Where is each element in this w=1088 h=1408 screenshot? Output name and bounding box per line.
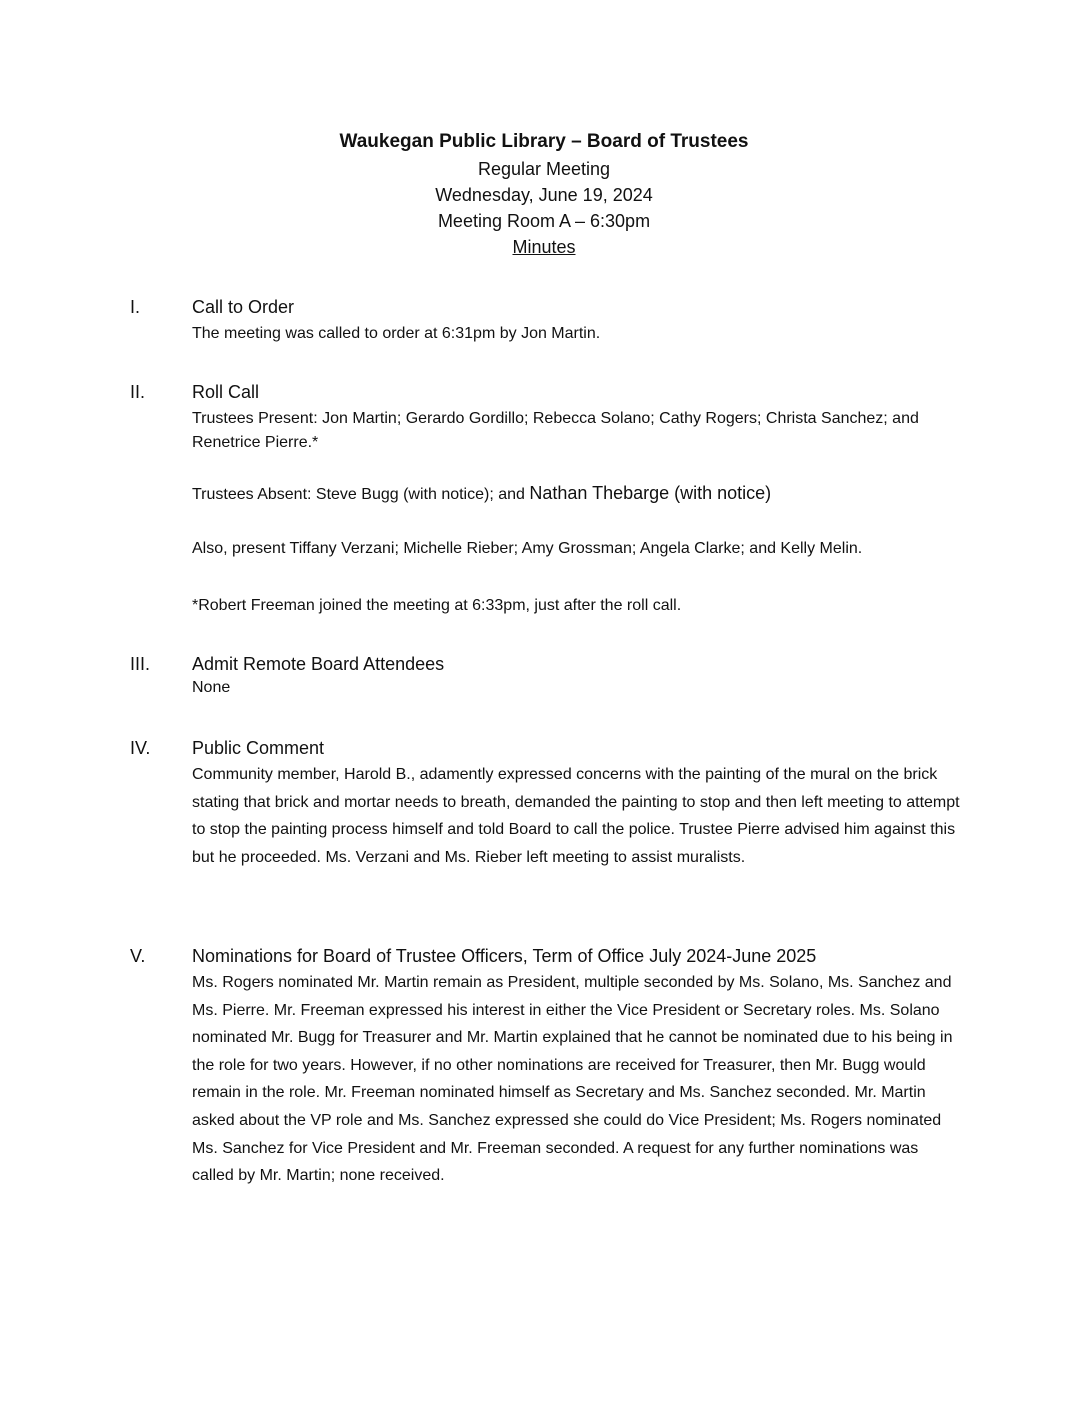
trustees-absent (192, 481, 968, 507)
section-public-comment (130, 735, 970, 871)
section-body (192, 677, 968, 699)
section-title: Public Comment (192, 738, 325, 758)
remote-attendees-text: None (192, 679, 231, 696)
section-title: Roll Call (192, 382, 260, 402)
trustees-absent-prefix: Trustees Absent: Steve Bugg (with notice); and (192, 486, 530, 503)
section-body (192, 407, 968, 618)
document-header (0, 128, 1088, 260)
section-remote-attendees (130, 651, 970, 699)
section-numeral: IV. (130, 738, 151, 758)
section-title: Admit Remote Board Attendees (192, 654, 445, 674)
meeting-location: Meeting Room A – 6:30pm (437, 211, 651, 231)
meeting-type: Regular Meeting (477, 159, 611, 179)
section-roll-call (130, 379, 970, 618)
late-arrival-note: *Robert Freeman joined the meeting at 6:33pm, just after the roll call. (192, 597, 682, 614)
call-to-order-text: The meeting was called to order at 6:31pm by Jon Martin. (192, 325, 601, 342)
section-call-to-order (130, 294, 970, 348)
section-numeral: I. (130, 297, 141, 317)
section-numeral: III. (130, 654, 151, 674)
trustees-absent-name: Nathan Thebarge (with notice) (529, 483, 772, 503)
section-title: Call to Order (192, 297, 295, 317)
section-nominations (130, 943, 970, 1190)
section-title: Nominations for Board of Trustee Officers, Term of Office July 2024-June 2025 (192, 946, 817, 966)
section-numeral: II. (130, 382, 146, 402)
section-body (192, 320, 968, 348)
section-body (192, 969, 964, 1190)
section-body (192, 761, 970, 871)
minutes-heading: Minutes (512, 237, 576, 257)
nominations-text: Ms. Rogers nominated Mr. Martin remain as President, multiple seconded by Ms. Solano, Ms. Sanchez and Ms. Pierre. Mr. Freeman expressed his interest in either the Vice President or Secretary roles. Ms. Solano nominated Mr. Bugg for Treasurer and Mr. Martin explained that he cannot be nominated due to his being in the role for two years. However, if no other nominations are received for Treasurer, then Mr. Bugg would remain in the role. Mr. Freeman nominated himself as Secretary and Ms. Sanchez seconded. Mr. Martin asked about the VP role and Ms. Sanchez expressed she could do Vice President; Ms. Rogers nominated Ms. Sanchez for Vice President and Mr. Freeman seconded. A request for any further nominations was called by Mr. Martin; none received. (192, 974, 953, 1185)
public-comment-text: Community member, Harold B., adamently expressed concerns with the painting of the mural on the brick stating that brick and mortar needs to breath, demanded the painting to stop and then left meeting to attempt to stop the painting process himself and told Board to call the police. Trustee Pierre advised him against this but he proceeded. Ms. Verzani and Ms. Rieber left meeting to assist muralists. (192, 766, 960, 866)
trustees-present: Trustees Present: Jon Martin; Gerardo Gordillo; Rebecca Solano; Cathy Rogers; Christa Sanchez; and Renetrice Pierre.* (192, 410, 919, 451)
meeting-date: Wednesday, June 19, 2024 (435, 185, 653, 205)
also-present: Also, present Tiffany Verzani; Michelle Rieber; Amy Grossman; Angela Clarke; and Kelly Melin. (192, 540, 863, 557)
document-title: Waukegan Public Library – Board of Trustees (339, 131, 749, 152)
section-numeral: V. (130, 946, 146, 966)
